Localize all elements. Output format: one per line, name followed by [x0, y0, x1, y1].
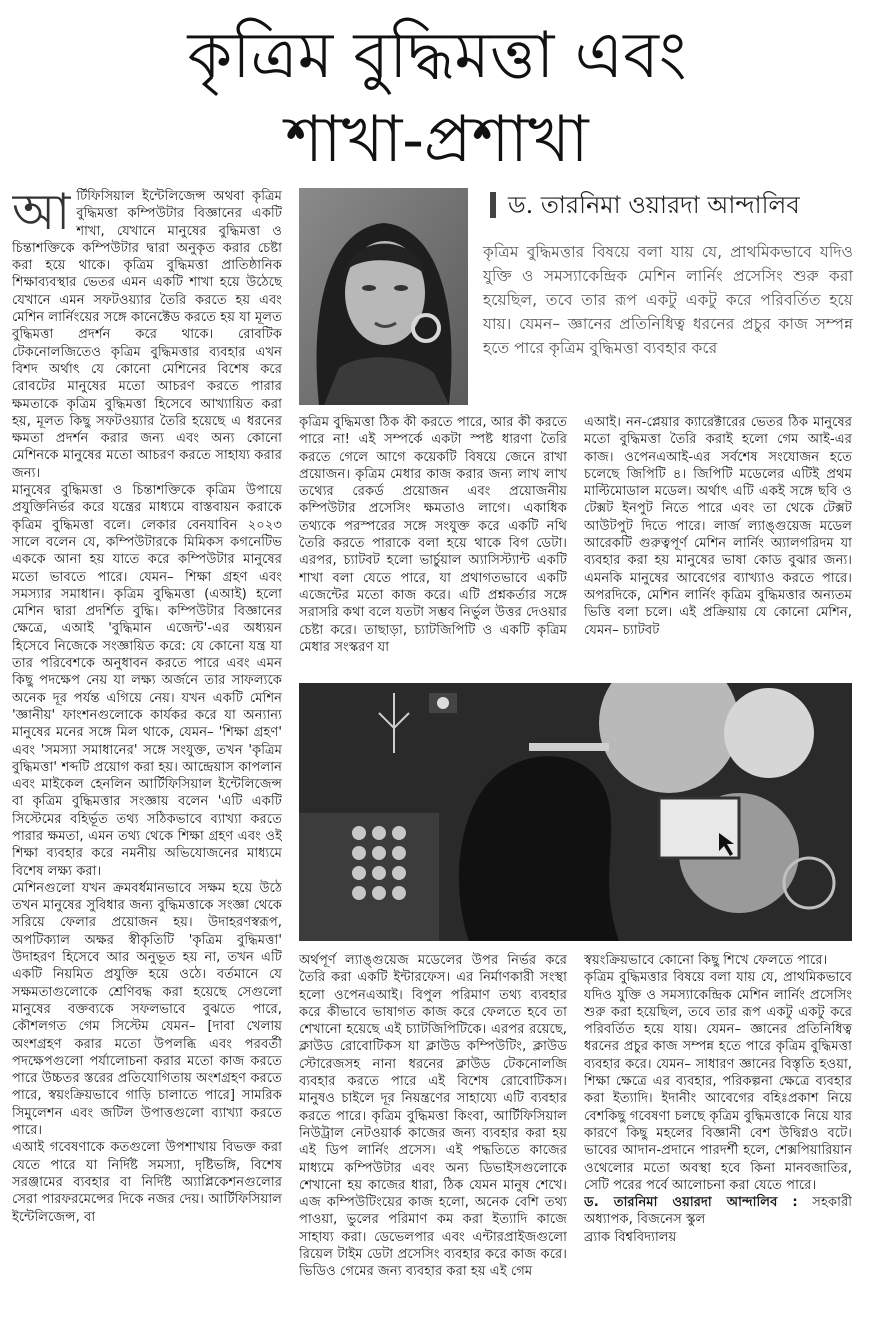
author-accent-bar	[490, 192, 496, 218]
author-byline	[584, 1194, 852, 1246]
paragraph: এআই গবেষণাকে কতগুলো উপশাখায় বিভক্ত করা যেতে পারে যা নির্দিষ্ট সমস্যা, দৃষ্টিভঙ্গি, বিশেষ সরঞ্জামের ব্যবহার বা নির্দিষ্ট অ্যাপ্লিকেশনগুলোর সেরা পারফরমেন্সের দিকে নজর দেয়। আর্টিফিসিয়াল ইন্টেলিজেন্স, বা	[12, 1140, 282, 1225]
byline-name: ড. তারনিমা ওয়ারদা আন্দালিব :	[584, 1195, 798, 1211]
article-column-1	[12, 188, 282, 1328]
author-name: ড. তারনিমা ওয়ারদা আন্দালিব	[508, 191, 800, 219]
paragraph: মানুষের বুদ্ধিমত্তা ও চিন্তাশক্তিকে কৃত্রিম উপায়ে প্রযুক্তিনির্ভর করে যন্ত্রের মাধ্যমে বাস্তবায়ন করাকে কৃত্রিম বুদ্ধিমত্তা বলে। লেকার বেনযাবিন ২০২৩ সালে বলেন যে, কম্পিউটারকে মিমিকস কগনেটিভ এককে আনা হয় যাতে করে কম্পিউটার মানুষের মতো ভাবতে পারে। যেমন– শিক্ষা গ্রহণ এবং সমস্যার সমাধান। কৃত্রিম বুদ্ধিমত্তা (এআই) হলো মেশিন দ্বারা প্রদর্শিত বুদ্ধি। কম্পিউটার বিজ্ঞানের ক্ষেত্রে, এআই 'বুদ্ধিমান এজেন্ট'-এর অধ্যয়ন হিসেবে নিজেকে সংজ্ঞায়িত করে: যে কোনো যন্ত্র যা তার পরিবেশকে অনুধাবন করতে পারে এবং এমন কিছু পদক্ষেপ নেয় যা লক্ষ্য অর্জনে তার সাফল্যকে অনেক দূর পর্যন্ত এগিয়ে নেয়। যখন একটি মেশিন 'জ্ঞানীয়' ফাংশনগুলোকে কার্যকর করে যা অন্যান্য মানুষের মনের সঙ্গে মিল থাকে, যেমন– 'শিক্ষা গ্রহণ' এবং 'সমস্যা সমাধানের' সঙ্গে সংযুক্ত, তখন 'কৃত্রিম বুদ্ধিমত্তা' শব্দটি প্রয়োগ করা হয়। আন্দ্রেয়াস কাপলান এবং মাইকেল হেনলিন আর্টিফিসিয়াল ইন্টেলিজেন্স বা কৃত্রিম বুদ্ধিমত্তার সংজ্ঞায় বলেন 'এটি একটি সিস্টেমের বহির্ভূত তথ্য সঠিকভাবে ব্যাখ্যা করতে পারার ক্ষমতা, এমন তথ্য থেকে শিক্ষা গ্রহণ এবং ওই শিক্ষা ব্যবহার করে নমনীয় অভিযোজনের মাধ্যমে বিশেষ লক্ষ্য করা।	[12, 483, 282, 879]
ai-head-illustration	[299, 683, 852, 941]
article-column-3-bottom	[584, 952, 852, 1328]
paragraph-intro	[12, 188, 282, 482]
headline-line-1: কৃত্রিম বুদ্ধিমত্তা এবং	[187, 19, 687, 93]
drop-cap: আ	[12, 188, 71, 241]
article-column-2-top	[299, 414, 567, 674]
paragraph: মেশিনগুলো যখন ক্রমবর্ধমানভাবে সক্ষম হয়ে উঠে তখন মানুষের সুবিধার জন্য বুদ্ধিমত্তাকে সংজ্ঞা থেকে সরিয়ে ফেলার প্রয়োজন হয়। উদাহরণস্বরূপ, অপটিক্যাল অক্ষর স্বীকৃতিটি 'কৃত্রিম বুদ্ধিমত্তা' উদাহরণ হিসেবে আর অনুভূত হয় না, তখন এটি একটি নিয়মিত প্রযুক্তি হয়ে ওঠে। বর্তমানে যে সক্ষমতাগুলোকে শ্রেণিবদ্ধ করা হয়েছে সেগুলো মানুষের বক্তব্যকে সফলভাবে বুঝতে পারে, কৌশলগত গেম সিস্টেম যেমন– [দাবা খেলায় অংশগ্রহণ করার মতো উপলব্ধি এবং পরবর্তী পদক্ষেপগুলো পর্যালোচনা করার মতো কাজ করতে পারে উচ্চতর স্তরের প্রতিযোগিতায় অংশগ্রহণ করতে পারে, স্বয়ংক্রিয়ভাবে গাড়ি চালাতে পারে] সামরিক সিমুলেশন এবং জটিল উপাত্তগুলো ব্যাখ্যা করতে পারে।	[12, 880, 282, 1139]
headline-line-2: শাখা-প্রশাখা	[285, 103, 589, 177]
article-column-3-top	[584, 414, 852, 674]
article-column-2-bottom	[299, 952, 567, 1328]
pull-quote: কৃত্রিম বুদ্ধিমত্তার বিষয়ে বলা যায় যে, প্রাথমিকভাবে যদিও যুক্তি ও সমস্যাকেন্দ্রিক মেশিন লার্নিং প্রসেসিং শুরু করা হয়েছিল, তবে তার রূপ একটু একটু করে পরিবর্তিত হয়ে যায়। যেমন– জ্ঞানের প্রতিনিধিত্ব ধরনের প্রচুর কাজ সম্পন্ন হতে পারে কৃত্রিম বুদ্ধিমত্তা ব্যবহার করে	[483, 243, 853, 357]
paragraph: এআই। নন-প্লেয়ার ক্যারেক্টারের ভেতর ঠিক মানুষের মতো বুদ্ধিমত্তা তৈরি করাই হলো গেম আই-এর কাজ। ওপেনএআই-এর সর্বশেষ সংযোজন হতে চলেছে জিপিটি ৪। জিপিটি মডেলের এটিই প্রথম মাল্টিমোডাল মডেল। অর্থাৎ এটি একই সঙ্গে ছবি ও টেক্সট ইনপুট নিতে পারে এবং তা থেকে টেক্সট আউটপুট দিতে পারে। লার্জ ল্যাঙ্গুয়েজ মডেল আরেকটি গুরুত্বপূর্ণ মেশিন লার্নিং অ্যালগরিদম যা ব্যবহার করা হয় মানুষের ভাষা কোড বুঝার জন্য। এমনকি মানুষের আবেগের ব্যাখ্যাও করতে পারে। অপরদিকে, মেশিন লার্নিং কৃত্রিম বুদ্ধিমত্তার অন্যতম ভিত্তি বলা চলে। এই প্রক্রিয়ায় যে কোনো মেশিন, যেমন– চ্যাটবট	[584, 415, 852, 638]
byline-institution: ব্র্যাক বিশ্ববিদ্যালয়	[584, 1229, 677, 1245]
headline	[0, 14, 874, 182]
byline-role: সহকারী অধ্যাপক, বিজনেস স্কুল	[584, 1195, 852, 1228]
paragraph-intro-text: র্টিফিসিয়াল ইন্টেলিজেন্স অথবা কৃত্রিম বুদ্ধিমত্তা কম্পিউটার বিজ্ঞানের একটি শাখা, যেখানে মানুষের বুদ্ধিমত্তা ও চিন্তাশক্তিকে কম্পিউটার দ্বারা অনুকৃত করার চেষ্টা করা হয়ে থাকে। কৃত্রিম বুদ্ধিমত্তা প্রাতিষ্ঠানিক শিক্ষাব্যবস্থার ভেতর এমন একটি শাখা হয়ে উঠেছে যেখানে এমন সফটওয়্যার তৈরি করতে হয় এবং মেশিন লার্নিংয়ের সঙ্গে কানেক্টেড করতে হয় যা মূলত বুদ্ধিমত্তা প্রদর্শন করে থাকে। রোবটিক টেকনোলজিতেও কৃত্রিম বুদ্ধিমত্তার ব্যবহার এখন বিশদ অর্থাৎ যে কোনো মেশিনের বিশেষ করে রোবটের মানুষের মতো আচরণ করতে পারার ক্ষমতাকে কৃত্রিম বুদ্ধিমত্তা হিসেবে আখ্যায়িত করা হয়, মূলত কিছু সফটওয়্যার তৈরি হয়েছে এ ধরনের ক্ষমতা প্রদর্শন করার জন্য এবং অন্য কোনো মেশিনকে মানুষের মতো আচরণ করতে সাহায্য করার জন্য।	[12, 189, 282, 481]
paragraph: কৃত্রিম বুদ্ধিমত্তা ঠিক কী করতে পারে, আর কী করতে পারে না! এই সম্পর্কে একটা স্পষ্ট ধারণা তৈরি করতে গেলে আগে কয়েকটি বিষয়ে জেনে রাখা প্রয়োজন। কৃত্রিম মেধার কাজ করার জন্য লাখ লাখ তথ্যের রেকর্ড প্রয়োজন এবং প্রয়োজনীয় কম্পিউটার প্রসেসিং ক্ষমতাও লাগে। একাধিক তথ্যকে পরস্পরের সঙ্গে সংযুক্ত করে একটি নথি তৈরি করতে পারাকে বলা হয়ে থাকে বিগ ডেটা। এরপর, চ্যাটবট হলো ভার্চুয়াল অ্যাসিস্ট্যান্ট একটি শাখা বলা যেতে পারে, যা প্রথাগতভাবে একটি এজেন্টের মতো কাজ করে। এটি প্রশ্নকর্তার সঙ্গে সরাসরি কথা বলে যতটা সম্ভব নির্ভুল উত্তর দেওয়ার চেষ্টা করে। তাছাড়া, চ্যাটজিপিটি ও একটি কৃত্রিম মেধার সংস্করণ যা	[299, 415, 567, 655]
author-photo	[299, 188, 468, 405]
paragraph: অর্থপূর্ণ ল্যাঙ্গুয়েজ মডেলের উপর নির্ভর করে তৈরি করা একটি ইন্টারফেস। এর নির্মাণকারী সংস্থা হলো ওপেনএআই। বিপুল পরিমাণ তথ্য ব্যবহার করে কীভাবে ভাষাগত কাজ করে ফেলতে হবে তা শেখানো হয়েছে এই চ্যাটজিপিটিকে। এরপর রয়েছে, ক্লাউড রোবোটিকস যা ক্লাউড কম্পিউটিং, ক্লাউড স্টোরেজসহ নানা ধরনের ক্লাউড টেকনোলজি ব্যবহার করতে পারে এই বিশেষ রোবোটিকস। মানুষও চাইলে দূর নিয়ন্ত্রণের সাহায্যে এটি ব্যবহার করতে পারে। কৃত্রিম বুদ্ধিমত্তা কিংবা, আর্টিফিসিয়াল নিউট্রাল নেটওয়ার্ক কাজের জন্য ব্যবহার করা হয় এই ডিপ লার্নিং প্রসেস। এই পদ্ধতিতে কাজের মাধ্যমে কম্পিউটার এবং অন্য ডিভাইসগুলোকে শেখানো হয় কাজের ধারা, ঠিক যেমন মানুষ শেখে। এজ কম্পিউটিংয়ের কাজ হলো, অনেক বেশি তথ্য পাওয়া, ভুলের পরিমাণ কম করা ইত্যাদি কাজে সাহায্য করা। ডেভেলপার এবং এন্টারপ্রাইজগুলো রিয়েল টাইম ডেটা প্রসেসিং ব্যবহার করে কাজ করে। ভিডিও গেমের জন্য ব্যবহার করা হয় এই গেম	[299, 953, 567, 1280]
paragraph: কৃত্রিম বুদ্ধিমত্তার বিষয়ে বলা যায় যে, প্রাথমিকভাবে যদিও যুক্তি ও সমস্যাকেন্দ্রিক মেশিন লার্নিং প্রসেসিং শুরু করা হয়েছিল, তবে তার রূপ একটু একটু করে পরিবর্তিত হয়ে যায়। যেমন– জ্ঞানের প্রতিনিধিত্ব ধরনের প্রচুর কাজ সম্পন্ন হতে পারে কৃত্রিম বুদ্ধিমত্তা ব্যবহার করে। যেমন– সাধারণ জ্ঞানের বিস্তৃতি হওয়া, শিক্ষা ক্ষেত্রে এর ব্যবহার, পরিকল্পনা ক্ষেত্রে ব্যবহার করা ইত্যাদি। ইদানীং আবেগের বহিঃপ্রকাশ নিয়ে বেশকিছু গবেষণা চলছে কৃত্রিম বুদ্ধিমত্তাকে নিয়ে যার কারণে কিছু মহলের বিজ্ঞানী বেশ উদ্বিগ্নও বটে। ভাবের আদান-প্রদানে পারদর্শী হলে, শেক্সপিয়ারিয়ান ওথেলোর মতো অবস্থা হবে কিনা মানবজাতির, সেটি পরের পর্বে আলোচনা করা যেতে পারে।	[584, 970, 852, 1193]
ai-illustration	[299, 683, 852, 941]
paragraph: স্বয়ংক্রিয়ভাবে কোনো কিছু শিখে ফেলতে পারে।	[584, 953, 828, 968]
author-portrait-image	[299, 188, 468, 405]
